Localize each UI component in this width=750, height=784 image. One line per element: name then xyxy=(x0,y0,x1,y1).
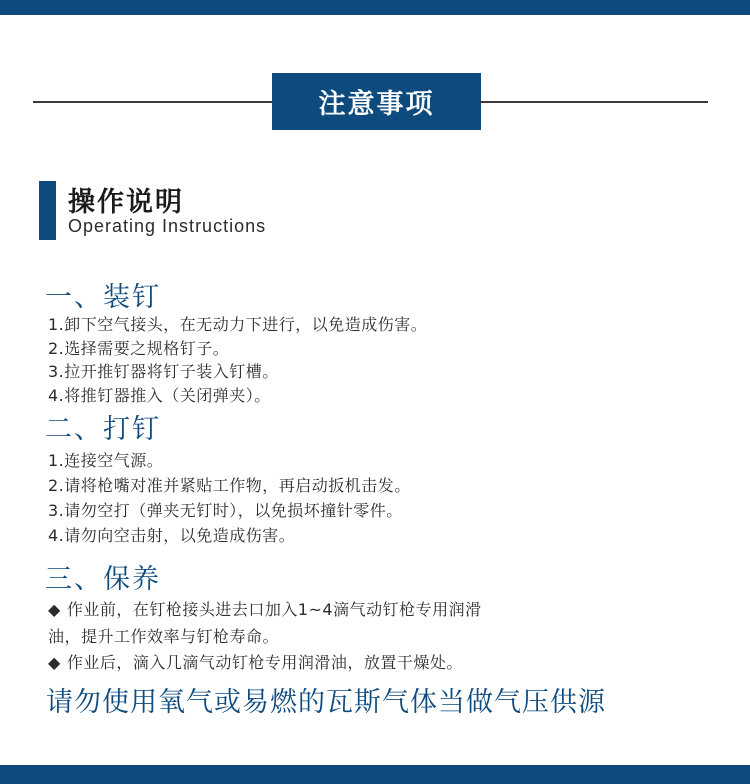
diamond-bullet-icon: ◆ xyxy=(48,653,61,672)
diamond-bullet-icon: ◆ xyxy=(48,600,61,619)
list-item: 4.将推钉器推入（关闭弹夹）。 xyxy=(48,386,271,405)
list-item: 2.选择需要之规格钉子。 xyxy=(48,339,230,358)
list-item: 1.卸下空气接头，在无动力下进行，以免造成伤害。 xyxy=(48,315,428,334)
bottom-bar xyxy=(0,765,750,784)
list-item xyxy=(48,650,463,673)
part-heading-maintenance: 三、保养 xyxy=(45,564,161,595)
part-heading-firing: 二、打钉 xyxy=(45,414,161,445)
list-item-continued: 油，提升工作效率与钉枪寿命。 xyxy=(48,627,280,646)
top-bar xyxy=(0,0,750,15)
page-title: 注意事项 xyxy=(272,73,481,130)
list-item: 1.连接空气源。 xyxy=(48,451,164,470)
list-item xyxy=(48,597,482,620)
list-item-text: 作业后，滴入几滴气动钉枪专用润滑油，放置干燥处。 xyxy=(66,653,463,672)
section-accent-bar xyxy=(39,181,56,240)
list-item: 3.拉开推钉器将钉子装入钉槽。 xyxy=(48,362,279,381)
title-divider-right xyxy=(480,101,708,103)
list-item: 4.请勿向空击射，以免造成伤害。 xyxy=(48,526,296,545)
list-item: 3.请勿空打（弹夹无钉时），以免损坏撞针零件。 xyxy=(48,501,403,520)
section-subtitle: Operating Instructions xyxy=(68,216,267,236)
list-item-text: 作业前，在钉枪接头进去口加入1~4滴气动钉枪专用润滑 xyxy=(66,600,482,619)
section-title: 操作说明 xyxy=(68,187,184,218)
safety-warning: 请勿使用氧气或易燃的瓦斯气体当做气压供源 xyxy=(46,687,606,718)
part-heading-loading: 一、装钉 xyxy=(45,282,161,313)
title-divider-left xyxy=(33,101,273,103)
list-item: 2.请将枪嘴对准并紧贴工作物，再启动扳机击发。 xyxy=(48,476,411,495)
